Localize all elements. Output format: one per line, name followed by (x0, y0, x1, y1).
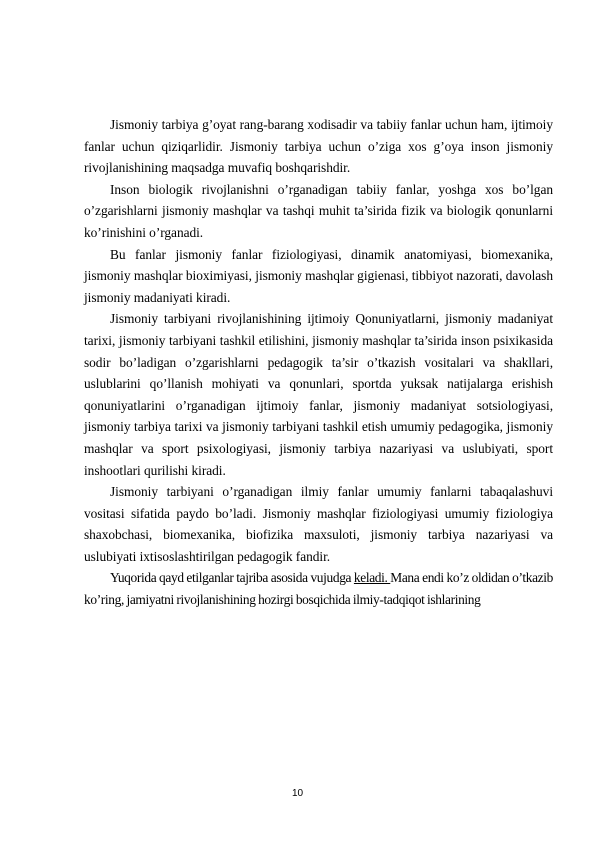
paragraph-1: Jismoniy tarbiya g’oyat rang-barang xodisadir va tabiiy fanlar uchun ham, ijtimoiy fanlar uchun qiziqarlidir. Jismoniy tarbiya uchun o’ziga xos g’oya inson jismoniy rivojlanishining maqsadga muvafiq boshqarishdir. (84, 117, 553, 176)
paragraph-6-start: Yuqorida qayd etilganlar tajriba asosida vujudga (110, 570, 354, 586)
document-body (84, 114, 553, 611)
underlined-word: keladi. (353, 570, 391, 586)
paragraph-6-end: Mana endi ko’z oldidan o’tkazib ko’ring, jamiyatni rivojlanishining hozirgi bosqichida ilmiy-tadqiqot ishlarining (84, 570, 553, 608)
paragraph-2: Inson biologik rivojlanishni o’rganadigan tabiiy fanlar, yoshga xos bo’lgan o’zgarishlarni jismoniy mashqlar va tashqi muhit ta’sirida fizik va biologik qonunlarni ko’rinishini o’rganadi. (84, 181, 553, 240)
paragraph-3: Bu fanlar jismoniy fanlar fiziologiyasi, dinamik anatomiyasi, biomexanika, jismoniy mashqlar bioximiyasi, jismoniy mashqlar gigienasi, tibbiyot nazorati, davolash jismoniy madaniyati kiradi. (84, 246, 553, 305)
page-number: 10 (291, 788, 304, 799)
paragraph-5: Jismoniy tarbiyani o’rganadigan ilmiy fanlar umumiy fanlarni tabaqalashuvi vositasi sifatida paydo bo’ladi. Jismoniy mashqlar fiziologiyasi umumiy fiziologiya shaxobchasi, biomexanika, biofizika maxsuloti, jismoniy tarbiya nazariyasi va uslubiyati ixtisoslashtirilgan pedagogik fandir. (84, 484, 553, 564)
paragraph-4: Jismoniy tarbiyani rivojlanishining ijtimoiy Qonuniyatlarni, jismoniy madaniyat tarixi, jismoniy tarbiyani tashkil etilishini, jismoniy mashqlar ta’sirida inson psixikasida sodir bo’ladigan o’zgarishlarni pedagogik ta’sir o’tkazish vositalari va shakllari, uslublarini qo’llanish mohiyati va qonunlari, sportda yuksak natijalarga erishish qonuniyatlarini o’rganadigan ijtimoiy fanlar, jismoniy madaniyat sotsiologiyasi, jismoniy tarbiya tarixi va jismoniy tarbiyani tashkil etish umumiy pedagogika, jismoniy mashqlar va sport psixologiyasi, jismoniy tarbiya nazariyasi va uslubiyati, sport inshootlari qurilishi kiradi. (84, 311, 553, 478)
paragraph-6 (84, 567, 553, 610)
